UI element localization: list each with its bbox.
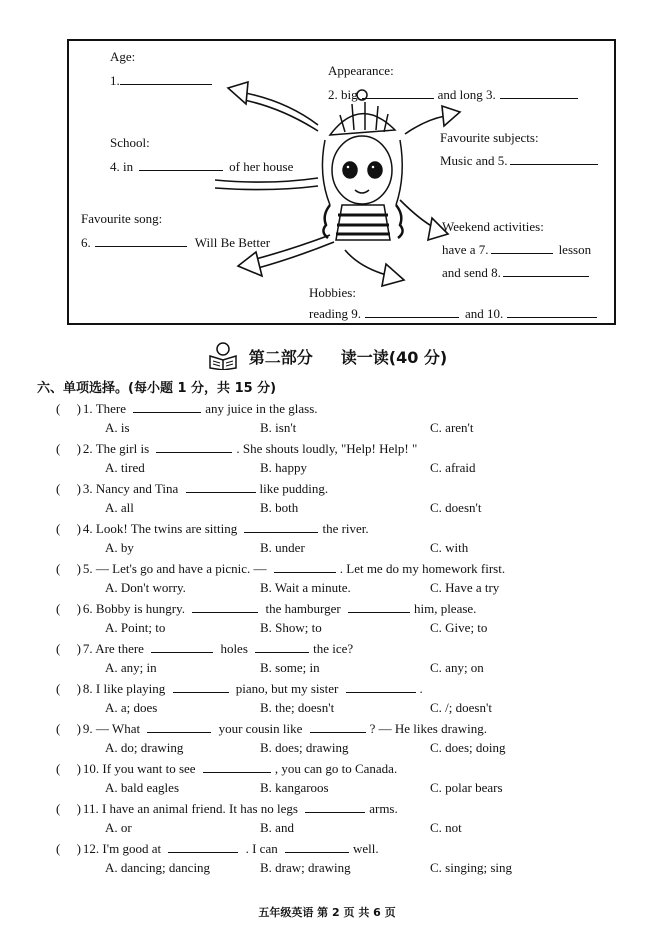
question-stem: — What [95, 721, 144, 736]
song-entry [81, 234, 270, 250]
question-stem-end: . Let me do my homework first. [339, 561, 506, 576]
option-a[interactable]: A. do; drawing [105, 740, 184, 755]
question-number: 8. [82, 681, 96, 696]
section-subtitle: 读一读(40 分) [340, 347, 448, 367]
option-b[interactable]: B. some; in [260, 660, 320, 675]
question-blank[interactable] [168, 840, 238, 853]
option-b[interactable]: B. happy [260, 460, 307, 475]
option-b[interactable]: B. and [260, 820, 294, 835]
weekend-pre-2: and send 8. [442, 265, 501, 280]
appearance-entry [328, 86, 578, 102]
question-2 [56, 440, 417, 457]
question-stem-end: like pudding. [259, 481, 329, 496]
answer-paren[interactable]: ( ) [56, 681, 81, 696]
answer-paren[interactable]: ( ) [56, 761, 81, 776]
question-number: 1. [82, 401, 96, 416]
answer-paren[interactable]: ( ) [56, 521, 81, 536]
questions-header: 六、单项选择。(每小题 1 分，共 15 分) [37, 381, 277, 396]
question-7 [56, 640, 353, 657]
age-entry [110, 72, 212, 88]
question-number: 5. [82, 561, 96, 576]
blank-10[interactable] [507, 305, 597, 318]
question-blank[interactable] [147, 720, 211, 733]
question-number: 11. [82, 801, 102, 816]
question-1 [56, 400, 318, 417]
question-stem: I'm good at [102, 841, 165, 856]
weekend-label: Weekend activities: [442, 219, 544, 234]
school-post: of her house [229, 159, 294, 174]
option-a[interactable]: A. a; does [105, 700, 158, 715]
subjects-entry [440, 152, 598, 168]
option-b[interactable]: B. does; drawing [260, 740, 349, 755]
song-post: Will Be Better [194, 235, 271, 250]
subjects-label: Favourite subjects: [440, 130, 539, 145]
option-c[interactable]: C. does; doing [430, 740, 506, 755]
question-blank[interactable] [348, 600, 410, 613]
answer-paren[interactable]: ( ) [56, 481, 81, 496]
question-stem-end: . [419, 681, 423, 696]
hobbies-entry [309, 305, 597, 321]
blank-1[interactable] [120, 72, 212, 85]
option-b[interactable]: B. under [260, 540, 305, 555]
question-12 [56, 840, 379, 857]
blank-5[interactable] [510, 152, 598, 165]
blank-8[interactable] [503, 264, 589, 277]
girl-illustration [322, 90, 402, 240]
question-blank[interactable] [173, 680, 229, 693]
weekend-pre: have a 7. [442, 242, 489, 257]
option-b[interactable]: B. Show; to [260, 620, 322, 635]
question-blank[interactable] [186, 480, 256, 493]
age-num: 1. [110, 73, 120, 88]
question-stem: I have an animal friend. It has no legs [101, 801, 302, 816]
option-b[interactable]: B. draw; drawing [260, 860, 351, 875]
section-title: 第二部分 [248, 347, 313, 367]
question-stem: — Let's go and have a picnic. — [95, 561, 270, 576]
option-c[interactable]: C. any; on [430, 660, 484, 675]
reading-child-icon [207, 342, 239, 370]
option-c[interactable]: C. with [430, 540, 469, 555]
song-pre: 6. [81, 235, 91, 250]
question-stem-mid: your cousin like [215, 721, 306, 736]
appearance-label: Appearance: [328, 63, 394, 78]
option-a[interactable]: A. by [105, 540, 134, 555]
weekend-post: lesson [558, 242, 592, 257]
question-blank[interactable] [203, 760, 271, 773]
blank-4[interactable] [139, 158, 223, 171]
question-blank[interactable] [133, 400, 201, 413]
question-number: 3. [82, 481, 96, 496]
question-stem-mid: piano, but my sister [232, 681, 342, 696]
question-stem-end: ? — He likes drawing. [369, 721, 487, 736]
option-b[interactable]: B. both [260, 500, 299, 515]
question-stem-end: the river. [322, 521, 369, 536]
hobbies-label: Hobbies: [309, 285, 356, 300]
option-c[interactable]: C. afraid [430, 460, 476, 475]
song-label: Favourite song: [81, 211, 163, 226]
question-number: 10. [82, 761, 103, 776]
weekend-entry-1 [442, 241, 591, 257]
question-blank[interactable] [151, 640, 213, 653]
option-c[interactable]: C. aren't [430, 420, 474, 435]
option-a[interactable]: A. bald eagles [105, 780, 180, 795]
question-6 [56, 600, 476, 617]
weekend-entry-2 [442, 264, 589, 280]
option-c[interactable]: C. Have a try [430, 580, 500, 595]
option-c[interactable]: C. doesn't [430, 500, 482, 515]
blank-2[interactable] [362, 86, 434, 99]
section-heading [0, 342, 654, 374]
question-10 [56, 760, 397, 777]
age-label: Age: [110, 49, 136, 64]
answer-paren[interactable]: ( ) [56, 841, 81, 856]
question-11 [56, 800, 398, 817]
question-stem-end: arms. [369, 801, 398, 816]
question-stem-mid: . I can [242, 841, 281, 856]
option-a[interactable]: A. Point; to [105, 620, 166, 635]
option-a[interactable]: A. tired [105, 460, 145, 475]
blank-6[interactable] [95, 234, 187, 247]
option-c[interactable]: C. Give; to [430, 620, 488, 635]
answer-paren[interactable]: ( ) [56, 441, 81, 456]
blank-9[interactable] [365, 305, 459, 318]
question-stem: Nancy and Tina [95, 481, 182, 496]
question-stem-end: . She shouts loudly, "Help! Help! " [236, 441, 418, 456]
question-number: 2. [82, 441, 96, 456]
question-9 [56, 720, 487, 737]
option-c[interactable]: C. polar bears [430, 780, 503, 795]
page-footer: 五年级英语 第 2 页 共 6 页 [258, 906, 396, 919]
answer-paren[interactable]: ( ) [56, 801, 81, 816]
question-stem: Are there [95, 641, 148, 656]
question-stem-end: the ice? [313, 641, 354, 656]
answer-paren[interactable]: ( ) [56, 401, 81, 416]
question-stem: The girl is [95, 441, 153, 456]
question-blank[interactable] [255, 640, 309, 653]
option-b[interactable]: B. the; doesn't [260, 700, 335, 715]
answer-paren[interactable]: ( ) [56, 641, 81, 656]
question-stem: Look! The twins are sitting [95, 521, 241, 536]
hobbies-mid: and 10. [464, 306, 504, 321]
option-a[interactable]: A. any; in [105, 660, 157, 675]
school-label: School: [110, 135, 150, 150]
option-a[interactable]: A. all [105, 500, 134, 515]
question-number: 7. [82, 641, 96, 656]
question-blank[interactable] [192, 600, 258, 613]
question-blank[interactable] [305, 800, 365, 813]
question-stem: If you want to see [102, 761, 199, 776]
question-8 [56, 680, 423, 697]
question-blank[interactable] [285, 840, 349, 853]
question-stem: There [95, 401, 130, 416]
option-a[interactable]: A. is [105, 420, 130, 435]
answer-paren[interactable]: ( ) [56, 601, 81, 616]
question-blank[interactable] [274, 560, 336, 573]
answer-paren[interactable]: ( ) [56, 721, 81, 736]
subjects-pre: Music and 5. [440, 153, 508, 168]
question-stem-mid: the hamburger [262, 601, 344, 616]
option-a[interactable]: A. dancing; dancing [105, 860, 211, 875]
question-number: 9. [82, 721, 96, 736]
blank-7[interactable] [491, 241, 553, 254]
option-a[interactable]: A. or [105, 820, 132, 835]
option-b[interactable]: B. isn't [260, 420, 297, 435]
question-stem: I like playing [95, 681, 169, 696]
question-4 [56, 520, 369, 537]
option-c[interactable]: C. not [430, 820, 462, 835]
question-stem: Bobby is hungry. [95, 601, 189, 616]
question-number: 4. [82, 521, 96, 536]
option-c[interactable]: C. /; doesn't [430, 700, 492, 715]
question-3 [56, 480, 328, 497]
appearance-pre: 2. big [328, 87, 358, 102]
question-blank[interactable] [156, 440, 232, 453]
question-number: 6. [82, 601, 96, 616]
appearance-mid: and long 3. [437, 87, 496, 102]
option-c[interactable]: C. singing; sing [430, 860, 512, 875]
question-stem-mid: holes [217, 641, 252, 656]
question-stem-end: any juice in the glass. [205, 401, 318, 416]
school-pre: 4. in [110, 159, 134, 174]
question-stem-end: well. [352, 841, 379, 856]
blank-3[interactable] [500, 86, 578, 99]
question-stem-end: him, please. [413, 601, 477, 616]
option-a[interactable]: A. Don't worry. [105, 580, 186, 595]
answer-paren[interactable]: ( ) [56, 561, 81, 576]
question-blank[interactable] [310, 720, 366, 733]
question-blank[interactable] [346, 680, 416, 693]
option-b[interactable]: B. kangaroos [260, 780, 329, 795]
question-5 [56, 560, 505, 577]
school-entry [110, 158, 293, 174]
hobbies-pre: reading 9. [309, 306, 361, 321]
question-blank[interactable] [244, 520, 318, 533]
question-stem-end: , you can go to Canada. [274, 761, 398, 776]
question-number: 12. [82, 841, 103, 856]
option-b[interactable]: B. Wait a minute. [260, 580, 351, 595]
